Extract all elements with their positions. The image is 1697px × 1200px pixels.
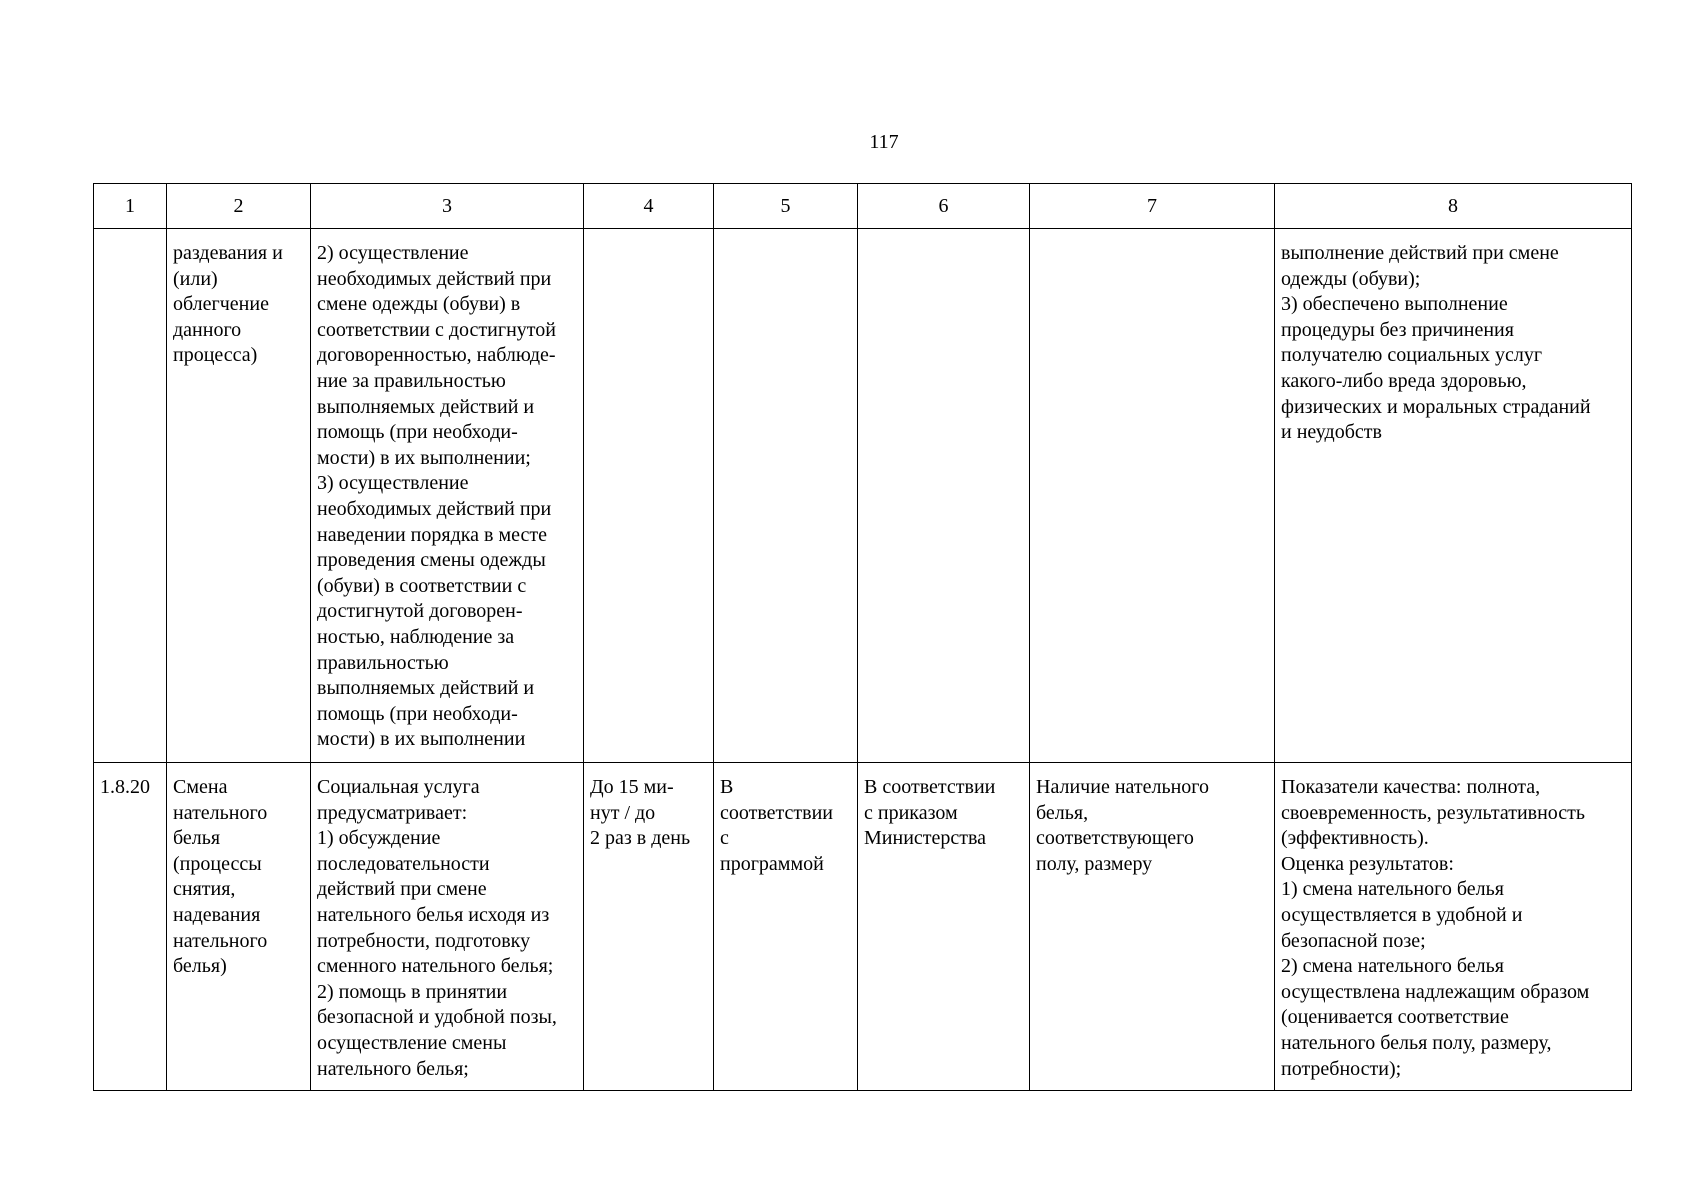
cell-description: 2) осуществление необходимых действий при смене одежды (обуви) в соответствии с достигнутой договоренностью, наблюде- ние за правильностью выполняемых действий и помощь (при необходи- мости) в их выполнении; 3) осуществление необходимых действий при наведении порядка в месте проведения смены одежды (обуви) в соответствии с достигнутой договорен- ностью, наблюдение за правильностью выполняемых действий и помощь (при необходи- мости) в их выполнении: [311, 229, 584, 763]
column-header: 3: [311, 184, 584, 229]
services-table: [93, 183, 1632, 1091]
column-number-row: [94, 184, 1632, 229]
column-header: 7: [1030, 184, 1275, 229]
cell-number: 1.8.20: [94, 763, 167, 1091]
cell-service-name: раздевания и (или) облегчение данного процесса): [167, 229, 311, 763]
cell-description: Социальная услуга предусматривает: 1) обсуждение последовательности действий при смене нательного белья исходя из потребности, подготовку сменного нательного белья; 2) помощь в принятии безопасной и удобной позы, осуществление смены нательного белья;: [311, 763, 584, 1091]
column-header: 5: [714, 184, 858, 229]
column-header: 6: [858, 184, 1030, 229]
column-header: 2: [167, 184, 311, 229]
table-row: [94, 763, 1632, 1091]
cell-conditions: Наличие нательного белья, соответствующего полу, размеру: [1030, 763, 1275, 1091]
cell-frequency: В соответствии с программой: [714, 763, 858, 1091]
table-row: [94, 229, 1632, 763]
cell-duration: [584, 229, 714, 763]
cell-quality: Показатели качества: полнота, своевременность, результативность (эффективность). Оценка результатов: 1) смена нательного белья осуществляется в удобной и безопасной позе; 2) смена нательного белья осуществлена надлежащим образом (оценивается соответствие нательного белья полу, размеру, потребности);: [1275, 763, 1632, 1091]
cell-quality: выполнение действий при смене одежды (обуви); 3) обеспечено выполнение процедуры без причинения получателю социальных услуг какого-либо вреда здоровью, физических и моральных страданий и неудобств: [1275, 229, 1632, 763]
column-header: 1: [94, 184, 167, 229]
cell-tariff: [858, 229, 1030, 763]
cell-conditions: [1030, 229, 1275, 763]
cell-duration: До 15 ми- нут / до 2 раз в день: [584, 763, 714, 1091]
cell-tariff: В соответствии с приказом Министерства: [858, 763, 1030, 1091]
column-header: 4: [584, 184, 714, 229]
cell-number: [94, 229, 167, 763]
cell-service-name: Смена нательного белья (процессы снятия, надевания нательного белья): [167, 763, 311, 1091]
cell-frequency: [714, 229, 858, 763]
column-header: 8: [1275, 184, 1632, 229]
page-number: 117: [869, 131, 899, 153]
